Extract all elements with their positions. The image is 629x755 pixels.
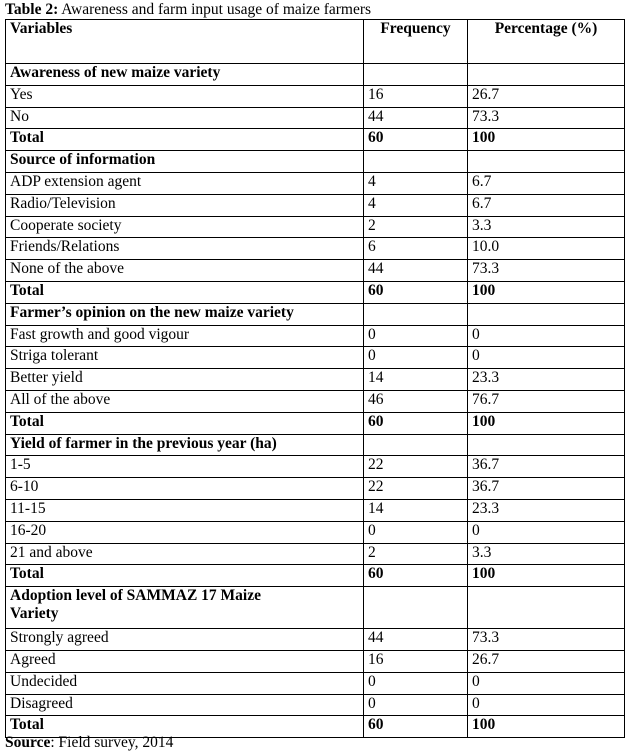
row-label: Strongly agreed	[6, 629, 364, 651]
table-row	[6, 107, 625, 129]
total-frequency: 60	[364, 129, 468, 151]
row-label: Disagreed	[6, 694, 364, 716]
row-frequency: 46	[364, 390, 468, 412]
row-percentage: 0	[468, 521, 625, 543]
total-label: Total	[6, 412, 364, 434]
table-row	[6, 672, 625, 694]
table-row	[6, 694, 625, 716]
row-label: ADP extension agent	[6, 172, 364, 194]
row-percentage: 23.3	[468, 499, 625, 521]
row-label: Radio/Television	[6, 194, 364, 216]
section-row	[6, 151, 625, 173]
row-label: 21 and above	[6, 543, 364, 565]
table-row	[6, 216, 625, 238]
row-frequency: 4	[364, 172, 468, 194]
total-percentage: 100	[468, 412, 625, 434]
table-row	[6, 260, 625, 282]
total-frequency: 60	[364, 565, 468, 587]
section-row	[6, 434, 625, 456]
total-row	[6, 281, 625, 303]
total-row	[6, 129, 625, 151]
row-frequency: 22	[364, 478, 468, 500]
data-table	[5, 19, 625, 738]
table-caption	[5, 0, 371, 19]
section-title: Yield of farmer in the previous year (ha)	[6, 434, 364, 456]
table-row	[6, 629, 625, 651]
row-frequency: 0	[364, 347, 468, 369]
source-note	[5, 733, 173, 752]
table-row	[6, 478, 625, 500]
row-label: Agreed	[6, 650, 364, 672]
header-frequency: Frequency	[364, 20, 468, 64]
row-label: Undecided	[6, 672, 364, 694]
table-row	[6, 85, 625, 107]
total-label: Total	[6, 129, 364, 151]
total-frequency: 60	[364, 716, 468, 738]
source-text: : Field survey, 2014	[50, 734, 174, 751]
total-percentage: 100	[468, 565, 625, 587]
total-label: Total	[6, 565, 364, 587]
total-frequency: 60	[364, 412, 468, 434]
table-row	[6, 390, 625, 412]
table-row	[6, 369, 625, 391]
total-row	[6, 412, 625, 434]
section-title-line2: Variety	[10, 605, 59, 623]
row-label: 11-15	[6, 499, 364, 521]
row-frequency: 2	[364, 543, 468, 565]
row-frequency: 0	[364, 521, 468, 543]
source-label: Source	[5, 734, 51, 751]
total-frequency: 60	[364, 281, 468, 303]
table-row	[6, 172, 625, 194]
header-variables: Variables	[6, 20, 364, 64]
header-percentage: Percentage (%)	[468, 20, 625, 64]
row-percentage: 26.7	[468, 650, 625, 672]
row-percentage: 0	[468, 672, 625, 694]
row-label: Friends/Relations	[6, 238, 364, 260]
total-label: Total	[6, 716, 364, 738]
row-label: None of the above	[6, 260, 364, 282]
row-label: All of the above	[6, 390, 364, 412]
row-frequency: 16	[364, 650, 468, 672]
row-label: Cooperate society	[6, 216, 364, 238]
section-row	[6, 64, 625, 86]
row-frequency: 22	[364, 456, 468, 478]
caption-text: Awareness and farm input usage of maize farmers	[58, 1, 372, 18]
section-title	[6, 587, 364, 629]
row-label: 16-20	[6, 521, 364, 543]
section-title: Farmer’s opinion on the new maize variety	[6, 303, 364, 325]
row-percentage: 0	[468, 694, 625, 716]
row-percentage: 73.3	[468, 260, 625, 282]
row-percentage: 6.7	[468, 194, 625, 216]
table-row	[6, 238, 625, 260]
row-percentage: 76.7	[468, 390, 625, 412]
row-percentage: 26.7	[468, 85, 625, 107]
row-label: Better yield	[6, 369, 364, 391]
total-percentage: 100	[468, 281, 625, 303]
table-row	[6, 499, 625, 521]
row-frequency: 0	[364, 325, 468, 347]
row-frequency: 2	[364, 216, 468, 238]
row-frequency: 6	[364, 238, 468, 260]
row-percentage: 0	[468, 325, 625, 347]
row-frequency: 44	[364, 260, 468, 282]
row-label: 1-5	[6, 456, 364, 478]
row-frequency: 44	[364, 107, 468, 129]
row-frequency: 16	[364, 85, 468, 107]
row-frequency: 14	[364, 499, 468, 521]
row-label: Fast growth and good vigour	[6, 325, 364, 347]
row-label: Striga tolerant	[6, 347, 364, 369]
row-percentage: 73.3	[468, 629, 625, 651]
row-frequency: 4	[364, 194, 468, 216]
section-row	[6, 303, 625, 325]
row-percentage: 6.7	[468, 172, 625, 194]
total-percentage: 100	[468, 129, 625, 151]
table-row	[6, 650, 625, 672]
table-row	[6, 456, 625, 478]
table-row	[6, 521, 625, 543]
table-row	[6, 325, 625, 347]
row-percentage: 36.7	[468, 456, 625, 478]
section-title-line1: Adoption level of SAMMAZ 17 Maize	[10, 587, 261, 605]
header-row	[6, 20, 625, 64]
row-percentage: 73.3	[468, 107, 625, 129]
row-percentage: 36.7	[468, 478, 625, 500]
row-percentage: 10.0	[468, 238, 625, 260]
row-percentage: 3.3	[468, 543, 625, 565]
caption-label: Table 2:	[5, 1, 59, 18]
row-label: 6-10	[6, 478, 364, 500]
table-row	[6, 194, 625, 216]
row-label: No	[6, 107, 364, 129]
total-percentage: 100	[468, 716, 625, 738]
total-row	[6, 565, 625, 587]
row-percentage: 3.3	[468, 216, 625, 238]
row-frequency: 44	[364, 629, 468, 651]
row-label: Yes	[6, 85, 364, 107]
row-percentage: 23.3	[468, 369, 625, 391]
table-row	[6, 543, 625, 565]
table-row	[6, 347, 625, 369]
section-title: Source of information	[6, 151, 364, 173]
row-frequency: 0	[364, 672, 468, 694]
row-frequency: 0	[364, 694, 468, 716]
section-title: Awareness of new maize variety	[6, 64, 364, 86]
total-label: Total	[6, 281, 364, 303]
section-row	[6, 587, 625, 629]
row-frequency: 14	[364, 369, 468, 391]
row-percentage: 0	[468, 347, 625, 369]
